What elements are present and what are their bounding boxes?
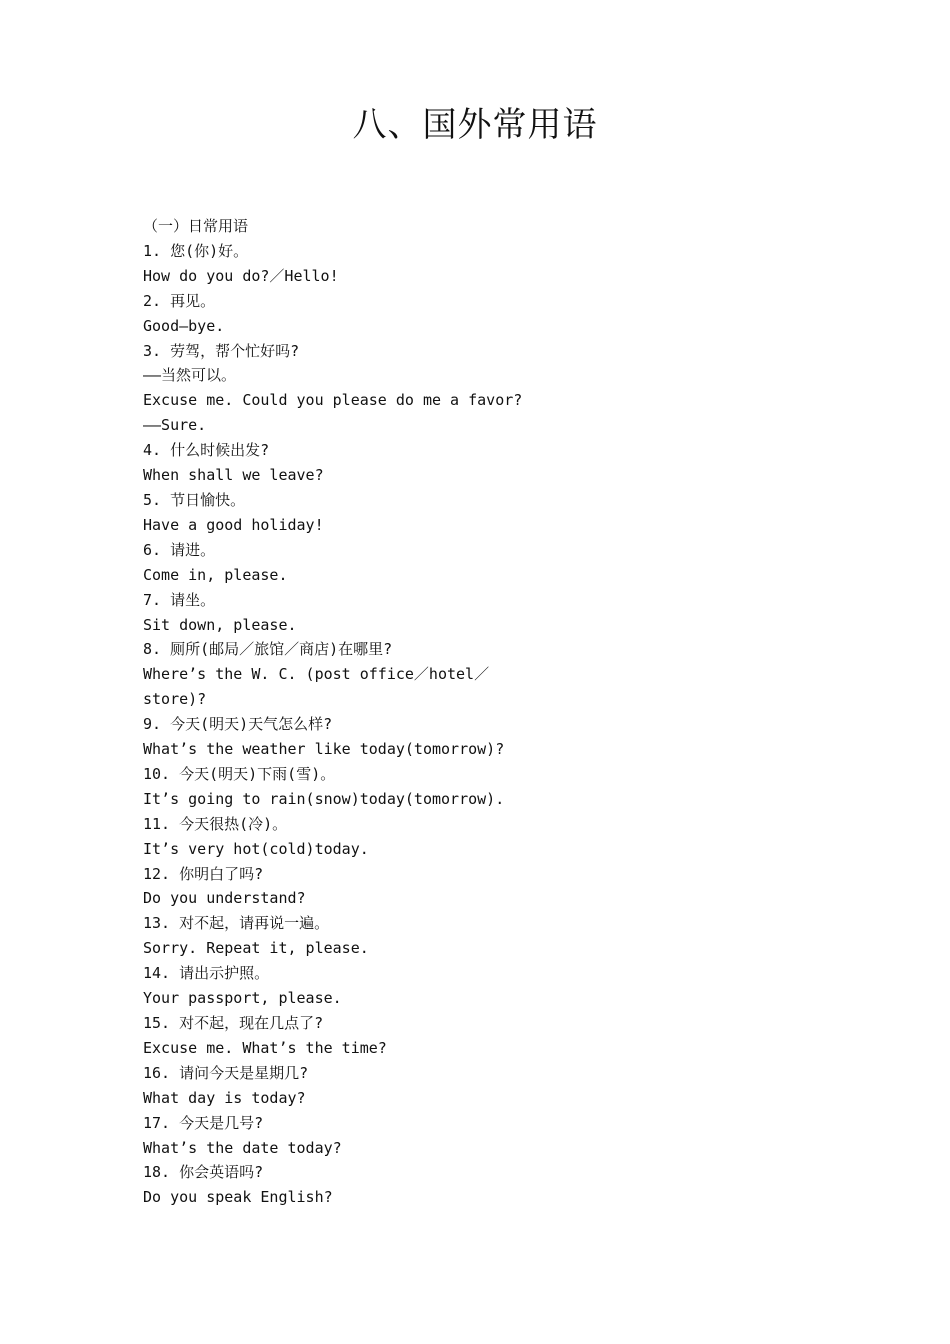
- phrase-line: Come in, please.: [143, 565, 288, 584]
- phrase-line: 12. 你明白了吗?: [143, 864, 264, 883]
- phrase-line: 4. 什么时候出发?: [143, 441, 270, 460]
- phrase-line: 7. 请坐。: [143, 590, 216, 609]
- phrase-line: 8. 厕所(邮局／旅馆／商店)在哪里?: [143, 640, 393, 659]
- phrase-line: It’s very hot(cold)today.: [143, 839, 369, 858]
- phrase-line: 9. 今天(明天)天气怎么样?: [143, 715, 333, 734]
- phrase-line: 3. 劳驾，帮个忙好吗?: [143, 341, 300, 360]
- phrase-line: 11. 今天很热(冷)。: [143, 814, 288, 833]
- phrase-line: 16. 请问今天是星期几?: [143, 1063, 309, 1082]
- phrase-line: Good—bye.: [143, 316, 225, 335]
- phrase-line: What’s the date today?: [143, 1138, 342, 1157]
- phrase-line: 10. 今天(明天)下雨(雪)。: [143, 764, 336, 783]
- phrase-line: ——当然可以。: [143, 366, 237, 385]
- phrase-line: Sit down, please.: [143, 615, 297, 634]
- phrase-line: What day is today?: [143, 1088, 306, 1107]
- phrase-line: How do you do?／Hello!: [143, 266, 339, 285]
- phrase-line: Your passport, please.: [143, 989, 342, 1008]
- phrase-line: When shall we leave?: [143, 466, 324, 485]
- phrase-line: 15. 对不起，现在几点了?: [143, 1014, 324, 1032]
- phrase-line: Have a good holiday!: [143, 515, 324, 534]
- page-title: 八、国外常用语: [352, 105, 598, 145]
- phrase-line: ——Sure.: [143, 416, 207, 435]
- phrase-line: Sorry. Repeat it, please.: [143, 939, 369, 958]
- phrase-line: 1. 您(你)好。: [143, 241, 249, 260]
- document-body: [143, 214, 523, 1210]
- section-heading: （一）日常用语: [143, 217, 249, 235]
- phrase-line: What’s the weather like today(tomorrow)?: [143, 740, 505, 759]
- phrase-line: Do you speak English?: [143, 1188, 333, 1207]
- phrase-line: 13. 对不起，请再说一遍。: [143, 914, 330, 933]
- phrase-line: Excuse me. What’s the time?: [143, 1038, 387, 1057]
- phrase-line: 17. 今天是几号?: [143, 1113, 264, 1132]
- phrase-line: Do you understand?: [143, 889, 306, 908]
- phrase-line: 14. 请出示护照。: [143, 964, 270, 983]
- phrase-line: 5. 节日愉快。: [143, 490, 246, 509]
- phrase-line: 18. 你会英语吗?: [143, 1163, 264, 1182]
- phrase-line: Where’s the W. C. (post office／hotel／: [143, 665, 490, 684]
- phrase-line: 2. 再见。: [143, 291, 216, 310]
- phrase-line: store)?: [143, 690, 207, 709]
- phrase-line: It’s going to rain(snow)today(tomorrow).: [143, 789, 505, 808]
- phrase-line: 6. 请进。: [143, 540, 216, 559]
- phrase-line: Excuse me. Could you please do me a favor?: [143, 391, 523, 410]
